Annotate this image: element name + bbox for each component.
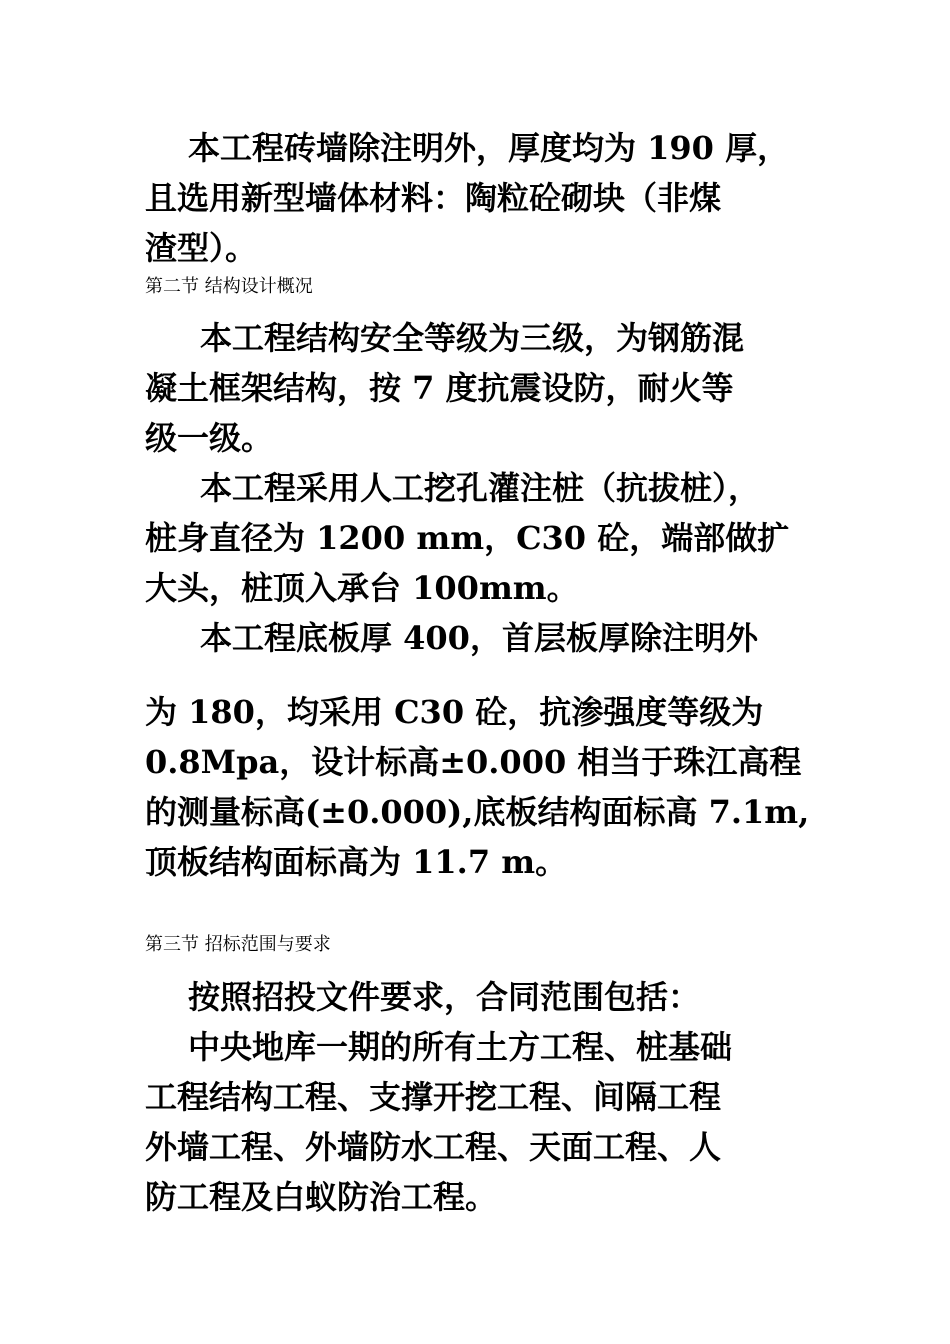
body-line: 级一级。 [145, 419, 274, 457]
body-line: 顶板结构面标高为 11.7 m。 [145, 843, 568, 881]
section-heading: 第二节 结构设计概况 [145, 276, 313, 297]
body-line: 工程结构工程、支撑开挖工程、间隔工程 [145, 1078, 722, 1116]
body-line: 本工程底板厚 400，首层板厚除注明外 [200, 619, 758, 657]
body-line: 大头，桩顶入承台 100mm。 [145, 569, 579, 607]
body-line: 按照招投文件要求，合同范围包括： [188, 978, 701, 1016]
body-line: 且选用新型墙体材料：陶粒砼砌块（非煤 [145, 179, 722, 217]
body-line: 渣型）。 [145, 229, 258, 267]
body-line: 防工程及白蚁防治工程。 [145, 1178, 498, 1216]
body-line: 0.8Mpa，设计标高±0.000 相当于珠江高程 [145, 743, 802, 781]
body-line: 外墙工程、外墙防水工程、天面工程、人 [145, 1128, 722, 1166]
section-heading: 第三节 招标范围与要求 [145, 934, 331, 955]
body-line: 本工程结构安全等级为三级，为钢筋混 [200, 319, 745, 357]
body-line: 本工程砖墙除注明外，厚度均为 190 厚， [188, 129, 790, 167]
body-line: 中央地库一期的所有土方工程、桩基础 [188, 1028, 733, 1066]
body-line: 本工程采用人工挖孔灌注桩（抗拔桩）， [200, 469, 761, 507]
body-line: 为 180，均采用 C30 砼，抗渗强度等级为 [145, 693, 764, 731]
body-line: 桩身直径为 1200 mm，C30 砼，端部做扩 [145, 519, 790, 557]
body-line: 凝土框架结构，按 7 度抗震设防，耐火等 [145, 369, 734, 407]
body-line: 的测量标高(±0.000),底板结构面标高 7.1m, [145, 793, 810, 831]
